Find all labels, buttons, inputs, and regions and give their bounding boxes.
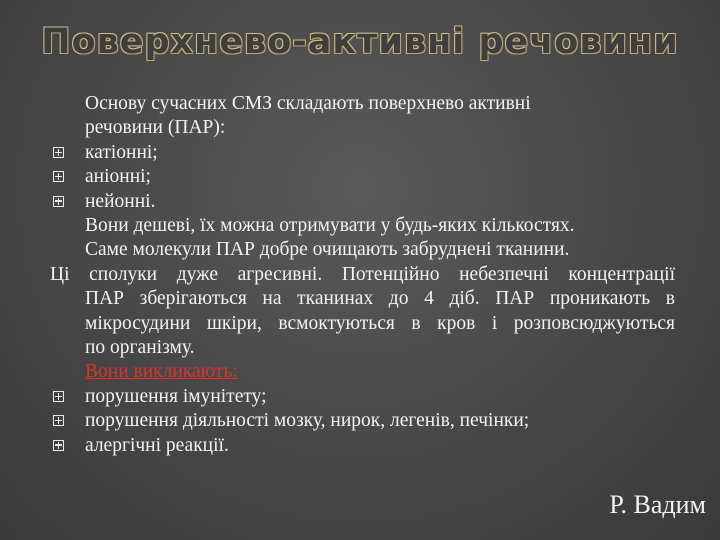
slide-title: Поверхнево-активні речовини bbox=[41, 22, 679, 62]
intro-line-2: речовини (ПАР): bbox=[85, 117, 226, 139]
danger-line-3: мікросудини шкіри, всмоктуються в кров і розповсюджуються bbox=[85, 312, 675, 334]
danger-line-2: ПАР зберігаються на тканинах до 4 діб. ПАР проникають в bbox=[85, 288, 675, 310]
list-item-label: порушення діяльності мозку, нирок, легенів, печінки; bbox=[85, 410, 530, 432]
causes-link[interactable]: Вони викликають: bbox=[85, 361, 238, 383]
boxed-plus-bullet-icon bbox=[53, 171, 64, 182]
causes-heading bbox=[50, 360, 675, 384]
list-item-label: нейонні. bbox=[85, 190, 156, 212]
intro-line-1: Основу сучасних СМЗ складають поверхнево активні bbox=[85, 93, 531, 114]
boxed-plus-bullet-icon bbox=[53, 440, 64, 451]
list-item-immunity bbox=[50, 385, 675, 409]
list-item-label: алергічні реакції. bbox=[85, 434, 229, 456]
cheap-line-2: Саме молекули ПАР добре очищають забруднені тканини. bbox=[85, 239, 570, 261]
list-item-label: аніонні; bbox=[85, 166, 151, 188]
author-signature: Р. Вадим bbox=[609, 490, 706, 519]
list-item-organs bbox=[50, 409, 675, 433]
list-item-label: катіонні; bbox=[85, 141, 158, 163]
danger-line-1: Ці сполуки дуже агресивні. Потенційно небезпечні концентрації bbox=[50, 263, 675, 285]
list-item-cationic bbox=[50, 141, 675, 165]
list-item-nonionic bbox=[50, 190, 675, 214]
list-item-allergy bbox=[50, 434, 675, 458]
boxed-plus-bullet-icon bbox=[53, 147, 64, 158]
slide-body bbox=[50, 92, 675, 458]
boxed-plus-bullet-icon bbox=[53, 391, 64, 402]
boxed-plus-bullet-icon bbox=[53, 196, 64, 207]
boxed-plus-bullet-icon bbox=[53, 415, 64, 426]
cheap-line-1: Вони дешеві, їх можна отримувати у будь-яких кількостях. bbox=[85, 215, 575, 237]
list-item-anionic bbox=[50, 165, 675, 189]
list-item-label: порушення імунітету; bbox=[85, 385, 267, 407]
danger-line-4: по організму. bbox=[85, 337, 195, 359]
